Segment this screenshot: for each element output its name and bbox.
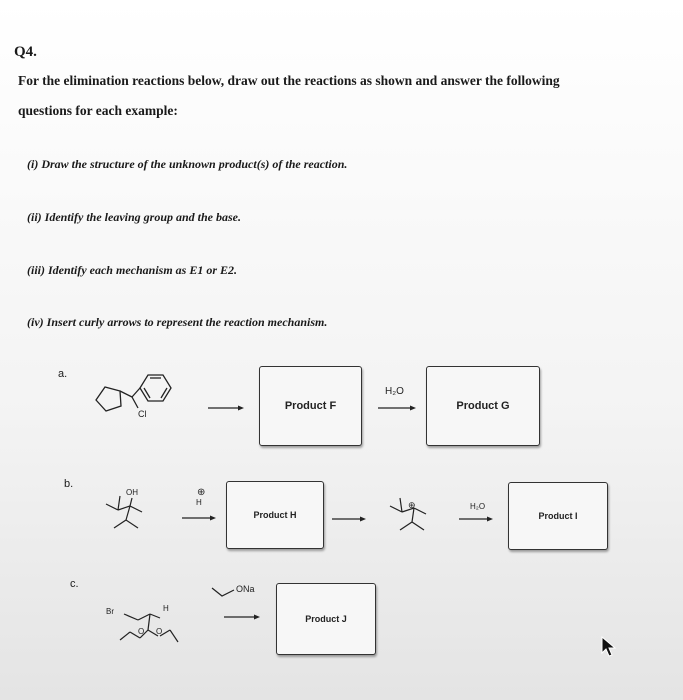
product-h-box	[226, 481, 324, 549]
mouse-cursor-icon	[600, 636, 618, 658]
product-g-label: Product G	[456, 400, 510, 412]
product-h-label: Product H	[253, 510, 297, 520]
proton-reagent: H	[196, 498, 202, 507]
product-j-box	[276, 583, 376, 655]
arrow-a1	[208, 405, 244, 411]
instruction-1: (i) Draw the structure of the unknown product(s) of the reaction.	[27, 157, 348, 171]
ethoxide-chain	[212, 584, 236, 598]
chlorine-atom: Cl	[138, 409, 147, 419]
product-f-label: Product F	[284, 400, 337, 412]
product-j-label: Product J	[305, 614, 347, 624]
carbocation-charge: ⊕	[408, 500, 416, 510]
product-g-box	[426, 366, 540, 446]
product-f-box	[259, 366, 362, 446]
water-reagent-b: H₂O	[470, 502, 486, 511]
reaction-a-reactant	[92, 370, 182, 430]
reaction-c-label: c.	[70, 578, 79, 590]
arrow-c1	[224, 614, 260, 620]
instruction-3: (iii) Identify each mechanism as E1 or E2.	[27, 263, 237, 277]
reaction-b-label: b.	[64, 478, 74, 490]
instruction-2: (ii) Identify the leaving group and the base.	[27, 210, 241, 224]
hydroxyl-group: OH	[126, 488, 138, 497]
oxygen-atom-1: O	[138, 627, 145, 636]
proton-charge: ⊕	[197, 487, 206, 498]
base-reagent: ONa	[236, 584, 255, 594]
intro-line-2: questions for each example:	[18, 103, 178, 118]
instruction-4: (iv) Insert curly arrows to represent the reaction mechanism.	[27, 315, 328, 329]
arrow-b3	[459, 516, 493, 522]
carbocation-intermediate	[386, 488, 446, 538]
water-reagent-a: H₂O	[385, 386, 404, 397]
question-number: Q4.	[14, 44, 37, 60]
arrow-b2	[332, 516, 366, 522]
oxygen-atom-2: O	[156, 627, 163, 636]
reaction-c-reactant	[112, 600, 192, 650]
product-i-label: Product I	[538, 511, 578, 521]
arrow-b1	[182, 515, 216, 521]
intro-line-1: For the elimination reactions below, draw out the reactions as shown and answer the following	[18, 73, 560, 88]
cyclopentane-ring	[96, 387, 121, 411]
hydrogen-atom: H	[163, 604, 169, 613]
reaction-a-label: a.	[58, 368, 68, 380]
bromine-atom: Br	[106, 607, 114, 616]
product-i-box	[508, 482, 608, 550]
arrow-a2	[378, 405, 416, 411]
